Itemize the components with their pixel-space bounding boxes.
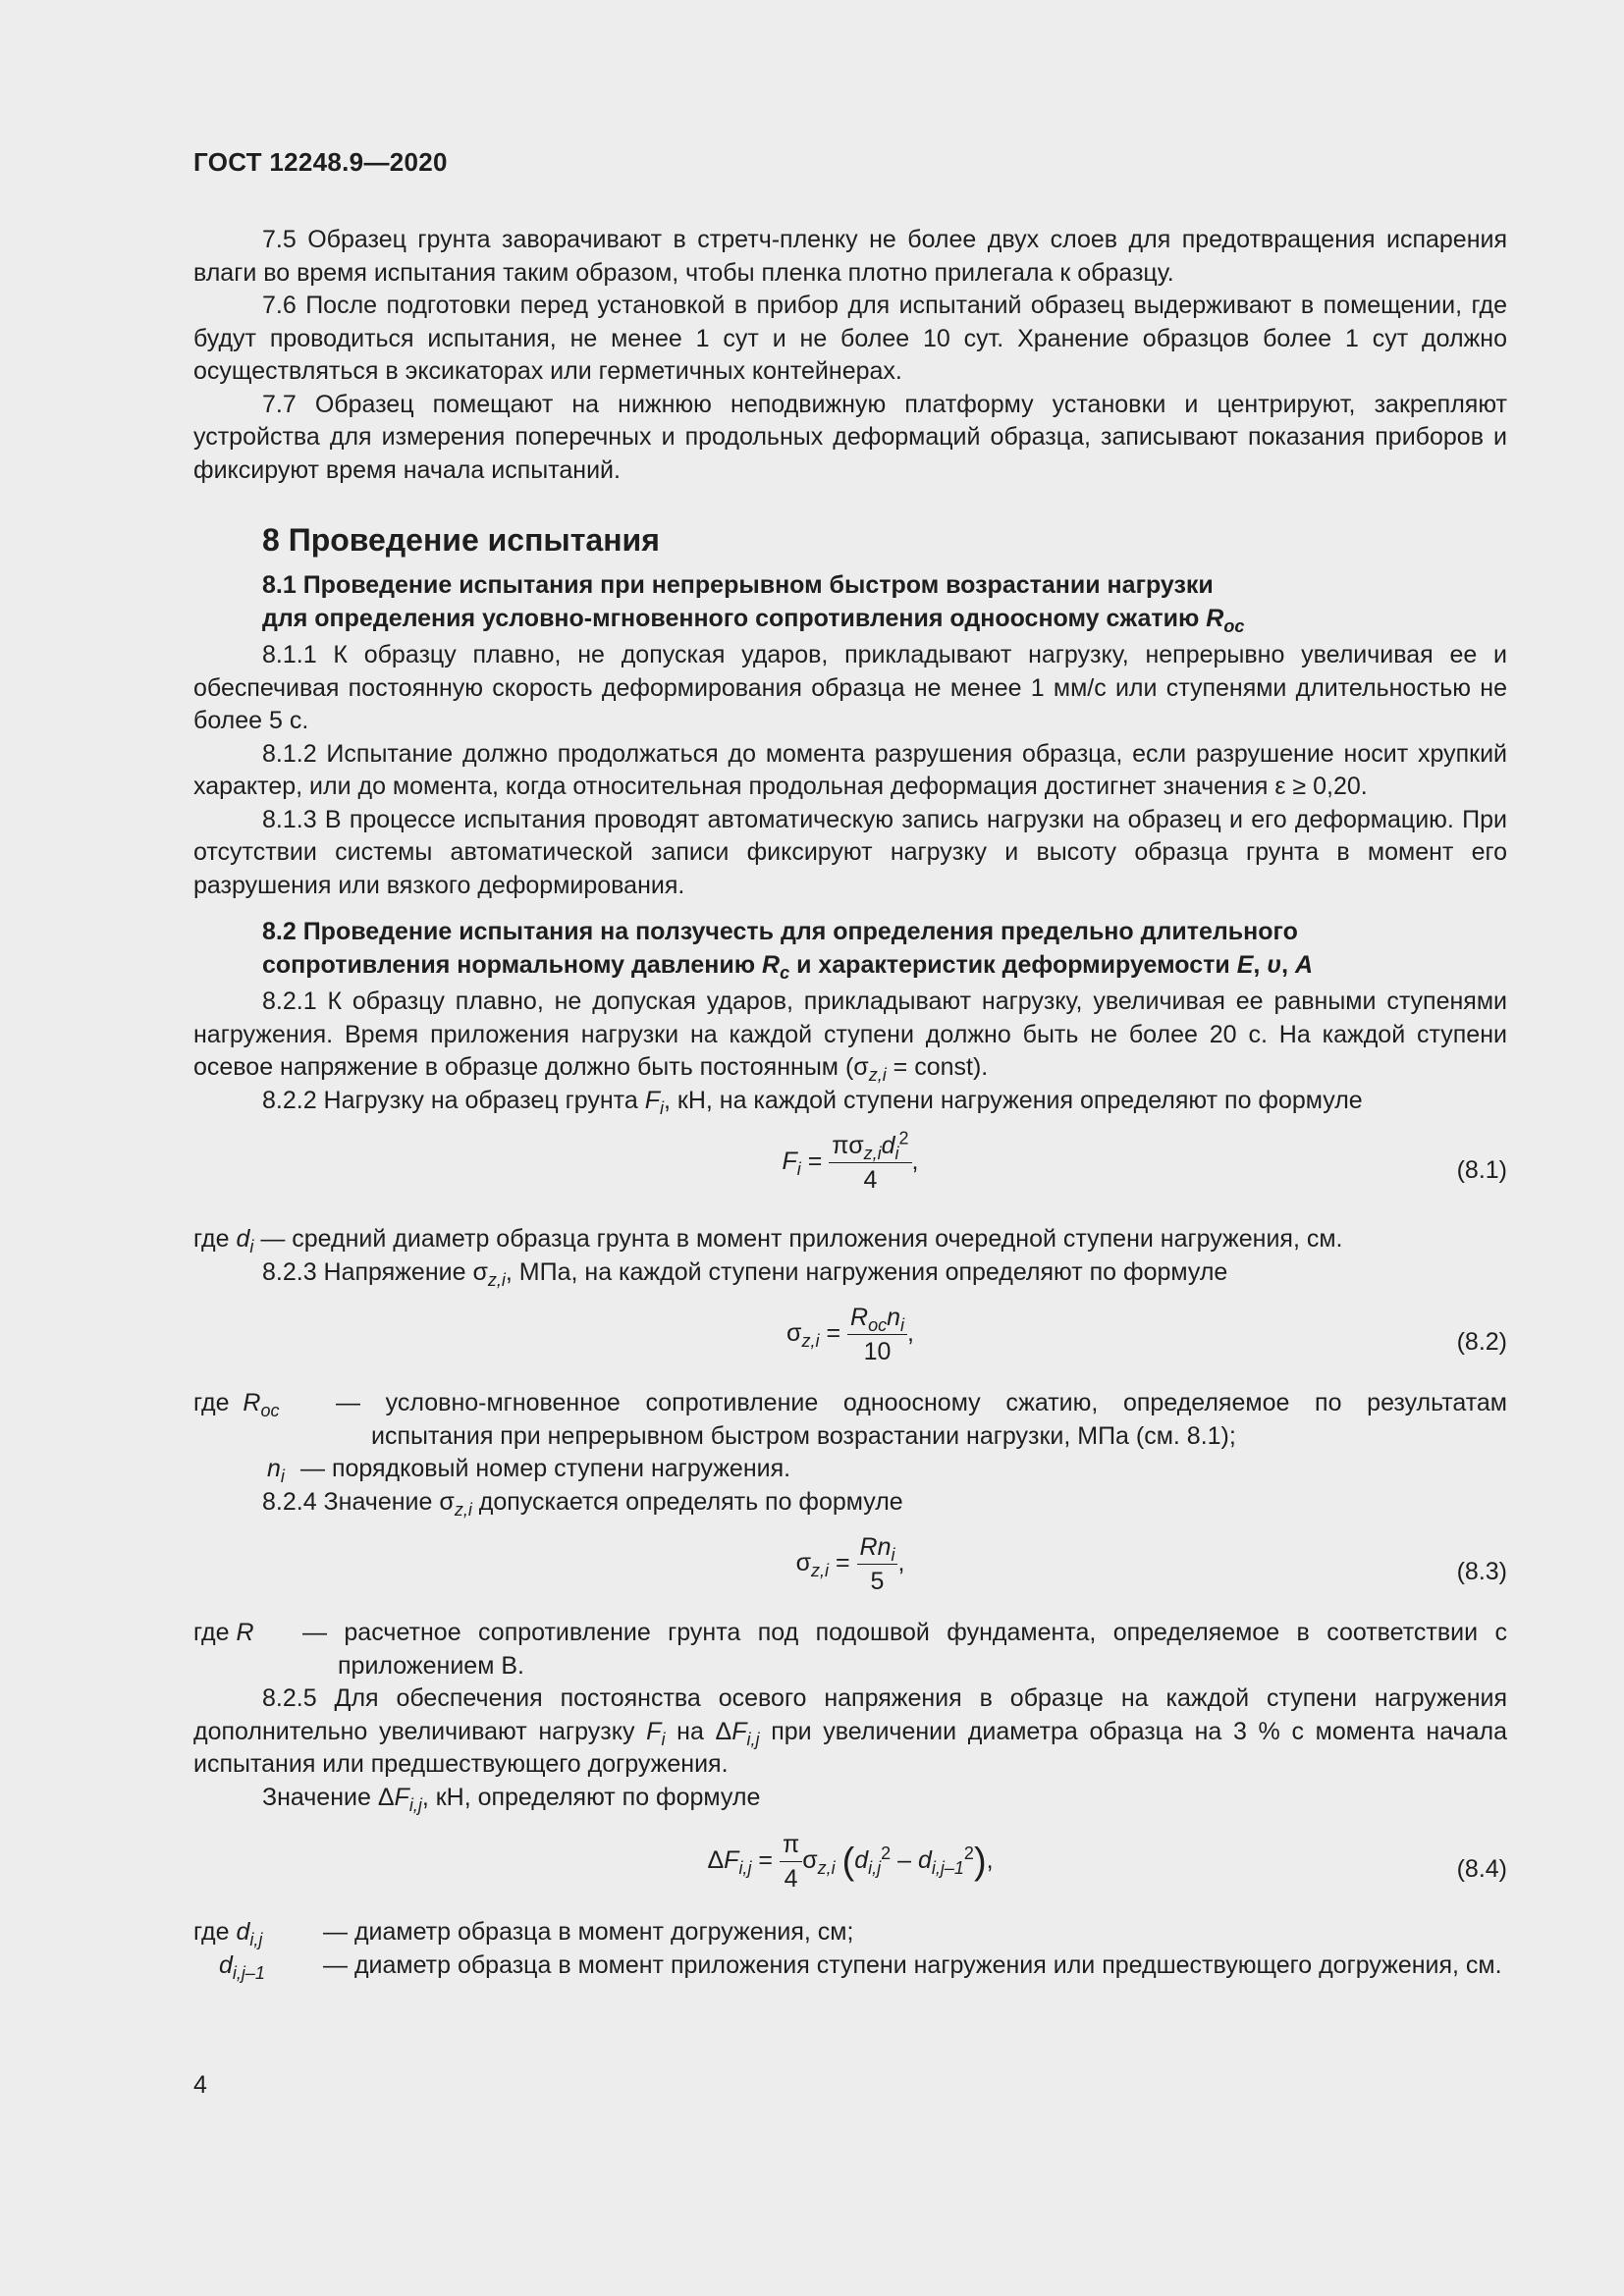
subsection-8-2-heading: [262, 916, 1507, 982]
paragraph-8-2-4: 8.2.4 Значение $\sigma_{z,i}$ допускается определять по формуле: [262, 1487, 903, 1520]
page-number: 4: [193, 2071, 207, 2099]
where-ni: $n_i$ — порядковый номер ступени нагружения.: [267, 1455, 791, 1486]
formula-8-2-fraction: $\frac{R_{oc}n_i}{10}$: [847, 1303, 907, 1366]
paragraph-8-1-1: 8.1.1 К образцу плавно, не допуская ударов, прикладывают нагрузку, непрерывно увеличивая ее и обеспечивая постоянную скорость деформирования образца не менее 1 мм/с или ступенями длительностью не более 5 с.: [193, 641, 1507, 734]
document-header: ГОСТ 12248.9—2020: [193, 147, 448, 177]
paragraph-8-2-3: 8.2.3 Напряжение $\sigma_{z,i}$, МПа, на каждой ступени нагружения определяют по формуле: [262, 1257, 1228, 1290]
subsection-8-2-heading-line1: 8.2 Проведение испытания на ползучесть для определения предельно длительного: [262, 918, 1298, 945]
formula-8-3-fraction: $\frac{Rn_i}{5}$: [857, 1532, 898, 1596]
subsection-8-1-heading-line2: для определения условно-мгновенного сопротивления одноосному сжатию $R_{oc}$: [262, 604, 1245, 636]
paragraph-delta-f: Значение $\Delta F_{i,j}$, кН, определяют по формуле: [262, 1783, 761, 1815]
paragraph-8-2-2: 8.2.2 Нагрузку на образец грунта $F_i$, кН, на каждой ступени нагружения определяют по формуле: [262, 1086, 1363, 1118]
paragraph-8-2-5: 8.2.5 Для обеспечения постоянства осевого напряжения в образце на каждой ступени нагружения дополнительно увеличивают нагрузку $F_i$ на $\Delta F_{i,j}$ при увеличении диаметра образца на 3 % с момента начала испытания или предшествующего догружения.: [193, 1684, 1507, 1778]
paragraph-7-6: 7.6 После подготовки перед установкой в прибор для испытаний образец выдерживают в помещении, где будут проводиться испытания, не менее 1 сут и не более 10 сут. Хранение образцов более 1 сут должно осуществляться в эксикаторах или герметичных контейнерах.: [193, 292, 1507, 385]
formula-8-4: [193, 1830, 1507, 1910]
formula-8-3: [193, 1532, 1507, 1611]
formula-8-2: [193, 1303, 1507, 1381]
subsection-8-2-heading-line2: сопротивления нормальному давлению $R_c$ и характеристик деформируемости E, υ, A: [262, 950, 1314, 983]
where-r: где R — расчетное сопротивление грунта под подошвой фундамента, определяемое в соответствии с приложением В.: [193, 1619, 1507, 1680]
formula-8-2-expression: $\sigma_{z,i}$ = $\frac{R_{oc}n_i}{10}$ ,: [786, 1304, 914, 1365]
formula-8-4-fraction: $\frac{\pi}{4}$: [780, 1830, 802, 1894]
paragraph-8-1-3: 8.1.3 В процессе испытания проводят автоматическую запись нагрузки на образец и его деформацию. При отсутствии системы автоматической записи фиксируют нагрузку и высоту образца грунта в момент его разрушения или вязкого деформирования.: [193, 805, 1507, 899]
formula-8-1: [193, 1128, 1507, 1217]
subsection-8-1-heading-line1: 8.1 Проведение испытания при непрерывном быстром возрастании нагрузки: [262, 571, 1214, 599]
formula-8-4-expression: $\Delta F_{i,j}$ = $\frac{\pi}{4}$ $\sigma_{z,i}$ $(d_{i,j}^2 - d_{i,j-1}^2)$,: [707, 1831, 994, 1893]
formula-8-1-expression: $F_i$ = $\frac{\pi\sigma_{z,i}d_i^2}{4}$ ,: [782, 1128, 919, 1194]
paragraph-7-7: 7.7 Образец помещают на нижнюю неподвижную платформу установки и центрируют, закрепляют устройства для измерения поперечных и продольных деформаций образца, записывают показания приборов и фиксируют время начала испытаний.: [193, 390, 1507, 484]
formula-8-1-fraction: $\frac{\pi\sigma_{z,i}d_i^2}{4}$: [829, 1131, 911, 1195]
subsection-8-1-heading: [262, 569, 1507, 635]
formula-8-1-number: (8.1): [1456, 1156, 1507, 1184]
document-body: [193, 224, 1507, 1982]
where-di: где $d_i$ — средний диаметр образца грунта в момент приложения очередной ступени нагружения, см.: [193, 1225, 1343, 1256]
paragraph-8-2-1: 8.2.1 К образцу плавно, не допуская ударов, прикладывают нагрузку, увеличивая ее равными ступенями нагружения. Время приложения нагрузки на каждой ступени должно быть не более 20 с. На каждой ступени осевое напряжение в образце должно быть постоянным ($\sigma_{z,i}$ = const).: [193, 988, 1507, 1085]
formula-8-4-number: (8.4): [1456, 1855, 1507, 1883]
formula-8-3-expression: $\sigma_{z,i}$ = $\frac{Rn_i}{5}$ ,: [795, 1533, 905, 1595]
paragraph-7-5: 7.5 Образец грунта заворачивают в стретч-пленку не более двух слоев для предотвращения испарения влаги во время испытания таким образом, чтобы пленка плотно прилегала к образцу.: [193, 226, 1507, 287]
where-dij: где $d_{i,j}$ — диаметр образца в момент догружения, см;: [193, 1918, 854, 1949]
where-roc: где $R_{oc}$ — условно-мгновенное сопротивление одноосному сжатию, определяемое по результатам испытания при непрерывном быстром возрастании нагрузки, МПа (см. 8.1);: [193, 1389, 1507, 1450]
section-8-heading: 8 Проведение испытания: [262, 522, 660, 558]
paragraph-8-1-2: 8.1.2 Испытание должно продолжаться до момента разрушения образца, если разрушение носит хрупкий характер, или до момента, когда относительная продольная деформация достигнет значения ε ≥ 0,20.: [193, 739, 1507, 800]
formula-8-2-number: (8.2): [1456, 1328, 1507, 1356]
where-dij1: $d_{i,j-1}$ — диаметр образца в момент приложения ступени нагружения или предшествующего догружения, см.: [219, 1950, 1502, 1983]
formula-8-3-number: (8.3): [1456, 1558, 1507, 1585]
